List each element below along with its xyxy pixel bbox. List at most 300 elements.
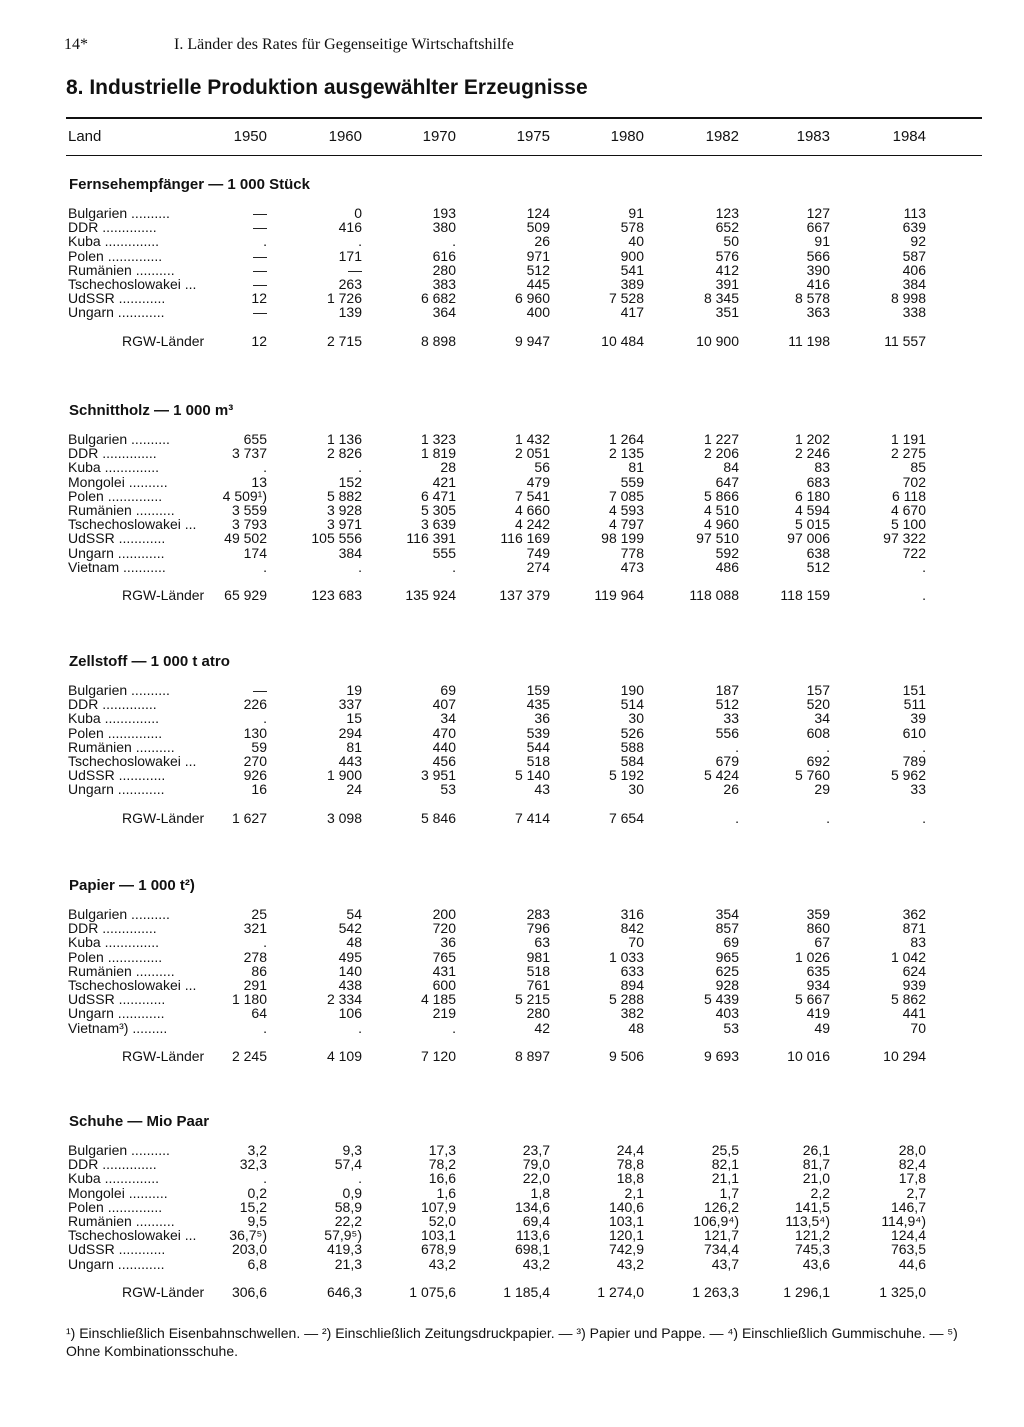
table-cell: 283 <box>526 906 550 922</box>
row-label: Tschechoslowakei ... <box>68 276 197 292</box>
row-label: Polen .............. <box>68 487 163 504</box>
row-label: Kuba .............. <box>68 710 160 727</box>
row-label: Bulgarien .......... <box>68 431 170 447</box>
table-cell: 106 <box>338 1005 362 1022</box>
table-cell: 473 <box>620 558 644 575</box>
table-title: 8. Industrielle Produktion ausgewählter Erzeugnisse <box>66 76 588 99</box>
table-cell: 5 882 <box>326 487 362 504</box>
total-cell: 2 245 <box>231 1047 267 1064</box>
table-cell: 511 <box>903 696 926 713</box>
table-cell: 57,9⁵) <box>324 1227 362 1244</box>
table-cell: 559 <box>620 473 644 490</box>
table-cell: 412 <box>715 261 739 278</box>
table-cell: 33 <box>723 710 739 727</box>
table-cell: 21,0 <box>802 1170 830 1187</box>
row-label: Ungarn ............ <box>68 1005 165 1022</box>
table-cell: 403 <box>715 1005 739 1022</box>
table-cell: 5 866 <box>703 487 739 504</box>
table-cell: 526 <box>620 724 644 741</box>
table-cell: 518 <box>526 753 550 769</box>
table-row <box>0 1171 1024 1185</box>
total-cell: 646,3 <box>326 1283 362 1300</box>
table-cell: — <box>253 261 267 278</box>
table-cell: 4 509¹) <box>222 487 267 504</box>
table-cell: 48 <box>346 934 362 951</box>
table-cell: 25 <box>251 906 267 922</box>
table-cell: 419,3 <box>326 1241 362 1258</box>
table-cell: 70 <box>910 1019 926 1036</box>
table-cell: 15 <box>346 710 362 727</box>
table-cell: 24 <box>346 781 362 798</box>
table-cell: 67 <box>814 934 830 951</box>
table-cell: 34 <box>814 710 830 727</box>
table-row <box>0 697 1024 711</box>
header-rule <box>66 155 982 156</box>
table-cell: 64 <box>251 1005 267 1022</box>
table-cell: 2 275 <box>890 445 926 462</box>
table-cell: 141,5 <box>794 1198 830 1215</box>
table-cell: 30 <box>628 781 644 798</box>
row-label: DDR .............. <box>68 920 157 937</box>
table-row <box>0 1242 1024 1256</box>
table-cell: 778 <box>620 544 644 561</box>
table-cell: 159 <box>526 682 550 698</box>
table-cell: 278 <box>243 948 267 965</box>
table-cell: 28 <box>440 459 456 476</box>
row-label: Bulgarien .......... <box>68 1142 170 1158</box>
table-cell: 351 <box>715 304 739 321</box>
table-cell: — <box>253 682 267 698</box>
table-cell: 57,4 <box>334 1156 362 1173</box>
table-cell: 3,2 <box>247 1142 267 1158</box>
table-cell: 981 <box>526 948 550 965</box>
table-row <box>0 921 1024 935</box>
table-cell: 4 593 <box>608 502 644 518</box>
row-label: Rumänien .......... <box>68 261 175 278</box>
table-cell: — <box>253 219 267 236</box>
table-cell: 219 <box>432 1005 456 1022</box>
table-cell: 26,1 <box>802 1142 830 1158</box>
table-cell: 4 660 <box>514 502 550 518</box>
row-label: Bulgarien .......... <box>68 682 170 698</box>
table-cell: 69 <box>440 682 456 698</box>
table-row <box>0 1186 1024 1200</box>
table-row <box>0 234 1024 248</box>
table-cell: 270 <box>243 753 267 769</box>
row-label: Ungarn ............ <box>68 544 165 561</box>
table-cell: 5 962 <box>890 767 926 784</box>
table-cell: 103,1 <box>420 1227 456 1244</box>
table-cell: 421 <box>432 473 456 490</box>
table-cell: 280 <box>526 1005 550 1022</box>
table-cell: 900 <box>620 247 644 264</box>
table-cell: 97 510 <box>696 530 739 547</box>
table-cell: 43,2 <box>522 1255 550 1272</box>
table-cell: 22,2 <box>334 1213 362 1229</box>
row-label: DDR .............. <box>68 219 157 236</box>
top-rule <box>66 117 982 119</box>
total-cell: 10 294 <box>883 1047 926 1064</box>
table-cell: 512 <box>526 261 550 278</box>
table-cell: 6,8 <box>247 1255 267 1272</box>
running-title: I. Länder des Rates für Gegenseitige Wirtschaftshilfe <box>174 36 514 53</box>
table-row <box>0 907 1024 921</box>
table-cell: 1 323 <box>420 431 456 447</box>
total-label: RGW-Länder <box>122 1283 205 1300</box>
table-cell: 43 <box>534 781 550 798</box>
row-label: DDR .............. <box>68 696 157 713</box>
table-cell: 106,9⁴) <box>693 1213 739 1229</box>
table-cell: 438 <box>338 977 362 993</box>
table-cell: 5 215 <box>514 991 550 1008</box>
table-cell: 667 <box>806 219 830 236</box>
table-cell: 638 <box>806 544 830 561</box>
table-cell: 389 <box>620 276 644 292</box>
table-cell: 48 <box>628 1019 644 1036</box>
table-cell: 3 793 <box>231 516 267 533</box>
column-header-year: 1975 <box>516 128 550 145</box>
table-cell: 749 <box>526 544 550 561</box>
table-cell: 965 <box>715 948 739 965</box>
table-cell: 495 <box>338 948 362 965</box>
table-row <box>0 978 1024 992</box>
table-cell: 5 015 <box>794 516 830 533</box>
column-header-year: 1970 <box>422 128 456 145</box>
table-cell: 652 <box>715 219 739 236</box>
table-cell: 23,7 <box>522 1142 550 1158</box>
total-cell: 2 715 <box>326 332 362 349</box>
table-cell: 2 206 <box>703 445 739 462</box>
table-cell: 5 288 <box>608 991 644 1008</box>
total-label: RGW-Länder <box>122 332 205 349</box>
table-cell: 280 <box>432 261 456 278</box>
table-cell: 419 <box>806 1005 830 1022</box>
table-cell: 17,8 <box>898 1170 926 1187</box>
table-cell: . <box>358 1170 362 1187</box>
table-cell: 53 <box>723 1019 739 1036</box>
table-cell: 1 726 <box>326 290 362 307</box>
table-cell: 3 737 <box>231 445 267 462</box>
table-cell: 934 <box>806 977 830 993</box>
table-cell: 226 <box>243 696 267 713</box>
table-cell: 610 <box>902 724 926 741</box>
column-header-year: 1960 <box>328 128 362 145</box>
table-cell: 417 <box>620 304 644 321</box>
table-cell: 19 <box>346 682 362 698</box>
table-cell: 363 <box>806 304 830 321</box>
table-cell: 384 <box>338 544 362 561</box>
table-cell: 263 <box>338 276 362 292</box>
table-cell: 359 <box>806 906 830 922</box>
table-cell: 86 <box>251 962 267 979</box>
table-row <box>0 1021 1024 1035</box>
row-label: Tschechoslowakei ... <box>68 1227 197 1244</box>
table-cell: 512 <box>806 558 830 575</box>
table-cell: 139 <box>338 304 362 321</box>
total-cell: 1 627 <box>231 809 267 826</box>
table-cell: 140 <box>338 962 362 979</box>
row-label: Polen .............. <box>68 724 163 741</box>
table-cell: 939 <box>902 977 926 993</box>
section-title: Papier — 1 000 t²) <box>69 877 195 894</box>
table-cell: 1 432 <box>514 431 550 447</box>
table-cell: 49 <box>814 1019 830 1036</box>
table-cell: 624 <box>902 962 926 979</box>
row-label: Vietnam³) ......... <box>68 1019 168 1036</box>
total-cell: 1 296,1 <box>783 1283 830 1300</box>
table-cell: 36 <box>440 934 456 951</box>
table-cell: 291 <box>243 977 267 993</box>
table-cell: 84 <box>723 459 739 476</box>
table-cell: 928 <box>715 977 739 993</box>
row-label: UdSSR ............ <box>68 767 166 784</box>
row-label: Bulgarien .......... <box>68 906 170 922</box>
table-cell: 871 <box>902 920 926 937</box>
table-cell: 655 <box>243 431 267 447</box>
table-cell: 123 <box>715 205 739 221</box>
table-cell: 5 140 <box>514 767 550 784</box>
table-row <box>0 1228 1024 1242</box>
table-cell: 406 <box>902 261 926 278</box>
table-cell: 380 <box>432 219 456 236</box>
table-cell: . <box>263 233 267 250</box>
row-label: UdSSR ............ <box>68 530 166 547</box>
table-cell: 698,1 <box>514 1241 550 1258</box>
row-label: Ungarn ............ <box>68 1255 165 1272</box>
table-cell: 1 136 <box>326 431 362 447</box>
table-cell: 53 <box>440 781 456 798</box>
total-cell: 306,6 <box>231 1283 267 1300</box>
table-cell: 486 <box>715 558 739 575</box>
table-cell: 113,6 <box>516 1227 550 1244</box>
table-cell: — <box>253 247 267 264</box>
table-cell: 734,4 <box>703 1241 739 1258</box>
table-cell: 2,7 <box>906 1184 926 1201</box>
table-cell: 616 <box>432 247 456 264</box>
table-cell: 971 <box>526 247 550 264</box>
table-cell: 362 <box>902 906 926 922</box>
table-cell: 294 <box>338 724 362 741</box>
column-header-year: 1984 <box>892 128 926 145</box>
table-row <box>0 475 1024 489</box>
table-cell: 105 556 <box>311 530 362 547</box>
table-cell: 4 797 <box>608 516 644 533</box>
table-cell: 1 180 <box>231 991 267 1008</box>
total-cell: 1 325,0 <box>879 1283 926 1300</box>
total-cell: 7 414 <box>514 809 550 826</box>
total-label: RGW-Länder <box>122 1047 205 1064</box>
row-label: Polen .............. <box>68 1198 163 1215</box>
table-cell: 789 <box>902 753 926 769</box>
total-cell: . <box>735 809 739 826</box>
table-cell: 203,0 <box>231 1241 267 1258</box>
table-cell: — <box>253 276 267 292</box>
table-row <box>0 1157 1024 1171</box>
row-label: Kuba .............. <box>68 459 160 476</box>
total-row <box>0 811 1024 825</box>
table-cell: 390 <box>806 261 830 278</box>
row-label: Kuba .............. <box>68 1170 160 1187</box>
table-cell: 7 528 <box>608 290 644 307</box>
table-cell: 26 <box>534 233 550 250</box>
table-cell: 6 180 <box>794 487 830 504</box>
table-cell: 21,1 <box>711 1170 739 1187</box>
table-cell: 81,7 <box>802 1156 830 1173</box>
column-header-year: 1982 <box>705 128 739 145</box>
table-cell: 124 <box>526 205 550 221</box>
table-cell: 639 <box>902 219 926 236</box>
total-cell: 9 506 <box>608 1047 644 1064</box>
table-cell: 124,4 <box>890 1227 926 1244</box>
table-cell: 391 <box>715 276 739 292</box>
table-cell: 1,7 <box>719 1184 739 1201</box>
table-cell: 1,8 <box>530 1184 550 1201</box>
table-cell: 26 <box>723 781 739 798</box>
table-cell: 456 <box>432 753 456 769</box>
total-cell: 9 947 <box>514 332 550 349</box>
table-cell: 25,5 <box>711 1142 739 1158</box>
row-label: Ungarn ............ <box>68 304 165 321</box>
table-cell: 416 <box>338 219 362 236</box>
table-cell: 440 <box>432 738 456 755</box>
total-cell: 137 379 <box>499 587 550 603</box>
table-cell: 121,7 <box>703 1227 739 1244</box>
table-cell: 683 <box>806 473 830 490</box>
table-cell: 42 <box>534 1019 550 1036</box>
row-label: Polen .............. <box>68 948 163 965</box>
total-cell: 1 263,3 <box>692 1283 739 1300</box>
total-cell: . <box>826 809 830 826</box>
table-cell: 443 <box>338 753 362 769</box>
table-row <box>0 1006 1024 1020</box>
table-cell: 337 <box>338 696 362 713</box>
total-cell: 135 924 <box>405 587 456 603</box>
table-cell: . <box>826 738 830 755</box>
table-cell: 44,6 <box>898 1255 926 1272</box>
table-cell: 52,0 <box>428 1213 456 1229</box>
table-cell: 187 <box>715 682 739 698</box>
row-label: Rumänien .......... <box>68 962 175 979</box>
table-cell: 633 <box>620 962 644 979</box>
table-row <box>0 1200 1024 1214</box>
table-row <box>0 220 1024 234</box>
table-cell: 33 <box>910 781 926 798</box>
table-cell: 4 960 <box>703 516 739 533</box>
table-cell: 539 <box>526 724 550 741</box>
table-cell: . <box>922 738 926 755</box>
table-cell: — <box>348 261 362 278</box>
table-cell: 1,6 <box>436 1184 456 1201</box>
table-cell: 692 <box>806 753 830 769</box>
table-row <box>0 768 1024 782</box>
table-cell: 24,4 <box>616 1142 644 1158</box>
table-cell: 4 510 <box>703 502 739 518</box>
table-cell: 81 <box>628 459 644 476</box>
total-cell: 5 846 <box>420 809 456 826</box>
total-cell: . <box>922 587 926 603</box>
table-row <box>0 517 1024 531</box>
table-cell: 2 135 <box>608 445 644 462</box>
table-cell: 157 <box>806 682 830 698</box>
total-cell: 1 185,4 <box>503 1283 550 1300</box>
table-row <box>0 782 1024 796</box>
table-cell: 6 118 <box>892 487 926 504</box>
table-cell: 79,0 <box>522 1156 550 1173</box>
table-cell: 43,6 <box>802 1255 830 1272</box>
total-cell: 3 098 <box>326 809 362 826</box>
table-cell: 36,7⁵) <box>229 1227 267 1244</box>
table-row <box>0 546 1024 560</box>
footnotes: ¹) Einschließlich Eisenbahnschwellen. — ²) Einschließlich Zeitungsdruckpapier. — ³) Papier und Pappe. — ⁴) Einschließlich Gummischuhe. — ⁵) Ohne Kombinationsschuhe. <box>66 1325 958 1359</box>
table-cell: 152 <box>338 473 362 490</box>
row-label: Rumänien .......... <box>68 502 175 518</box>
table-cell: 92 <box>910 233 926 250</box>
total-row <box>0 1285 1024 1299</box>
table-cell: 116 391 <box>406 530 456 547</box>
table-row <box>0 935 1024 949</box>
section-title: Schuhe — Mio Paar <box>69 1113 210 1130</box>
table-row <box>0 560 1024 574</box>
section-title: Fernsehempfänger — 1 000 Stück <box>69 176 310 193</box>
table-cell: 151 <box>902 682 926 698</box>
column-header-row <box>0 128 1024 148</box>
row-label: Kuba .............. <box>68 233 160 250</box>
total-cell: 11 557 <box>884 332 926 349</box>
row-label: DDR .............. <box>68 445 157 462</box>
table-cell: 6 682 <box>420 290 456 307</box>
table-cell: 120,1 <box>608 1227 644 1244</box>
table-cell: 647 <box>715 473 739 490</box>
column-header-land: Land <box>68 128 102 145</box>
table-row <box>0 531 1024 545</box>
table-cell: 54 <box>346 906 362 922</box>
table-cell: 58,9 <box>334 1198 362 1215</box>
table-cell: 0 <box>354 205 362 221</box>
table-row <box>0 460 1024 474</box>
table-cell: 608 <box>806 724 830 741</box>
table-cell: 50 <box>723 233 739 250</box>
table-cell: . <box>735 738 739 755</box>
table-cell: 441 <box>902 1005 926 1022</box>
row-label: Tschechoslowakei ... <box>68 516 197 533</box>
table-cell: . <box>358 558 362 575</box>
table-cell: 763,5 <box>890 1241 926 1258</box>
table-cell: 97 322 <box>883 530 926 547</box>
table-cell: 2 826 <box>326 445 362 462</box>
table-cell: 13 <box>251 473 267 490</box>
table-cell: 113,5⁴) <box>785 1213 830 1229</box>
table-cell: 3 559 <box>231 502 267 518</box>
table-cell: 2 051 <box>514 445 550 462</box>
table-cell: 512 <box>715 696 739 713</box>
table-cell: 56 <box>534 459 550 476</box>
table-cell: 894 <box>620 977 644 993</box>
table-cell: 742,9 <box>608 1241 644 1258</box>
table-cell: . <box>263 459 267 476</box>
total-cell: 8 898 <box>420 332 456 349</box>
table-cell: 81 <box>346 738 362 755</box>
table-row <box>0 964 1024 978</box>
row-label: Tschechoslowakei ... <box>68 753 197 769</box>
table-cell: 8 345 <box>703 290 739 307</box>
table-cell: 541 <box>620 261 644 278</box>
table-cell: 5 424 <box>703 767 739 784</box>
table-cell: — <box>253 304 267 321</box>
table-cell: 1 819 <box>420 445 456 462</box>
table-cell: 445 <box>526 276 550 292</box>
table-cell: 130 <box>243 724 267 741</box>
table-row <box>0 740 1024 754</box>
